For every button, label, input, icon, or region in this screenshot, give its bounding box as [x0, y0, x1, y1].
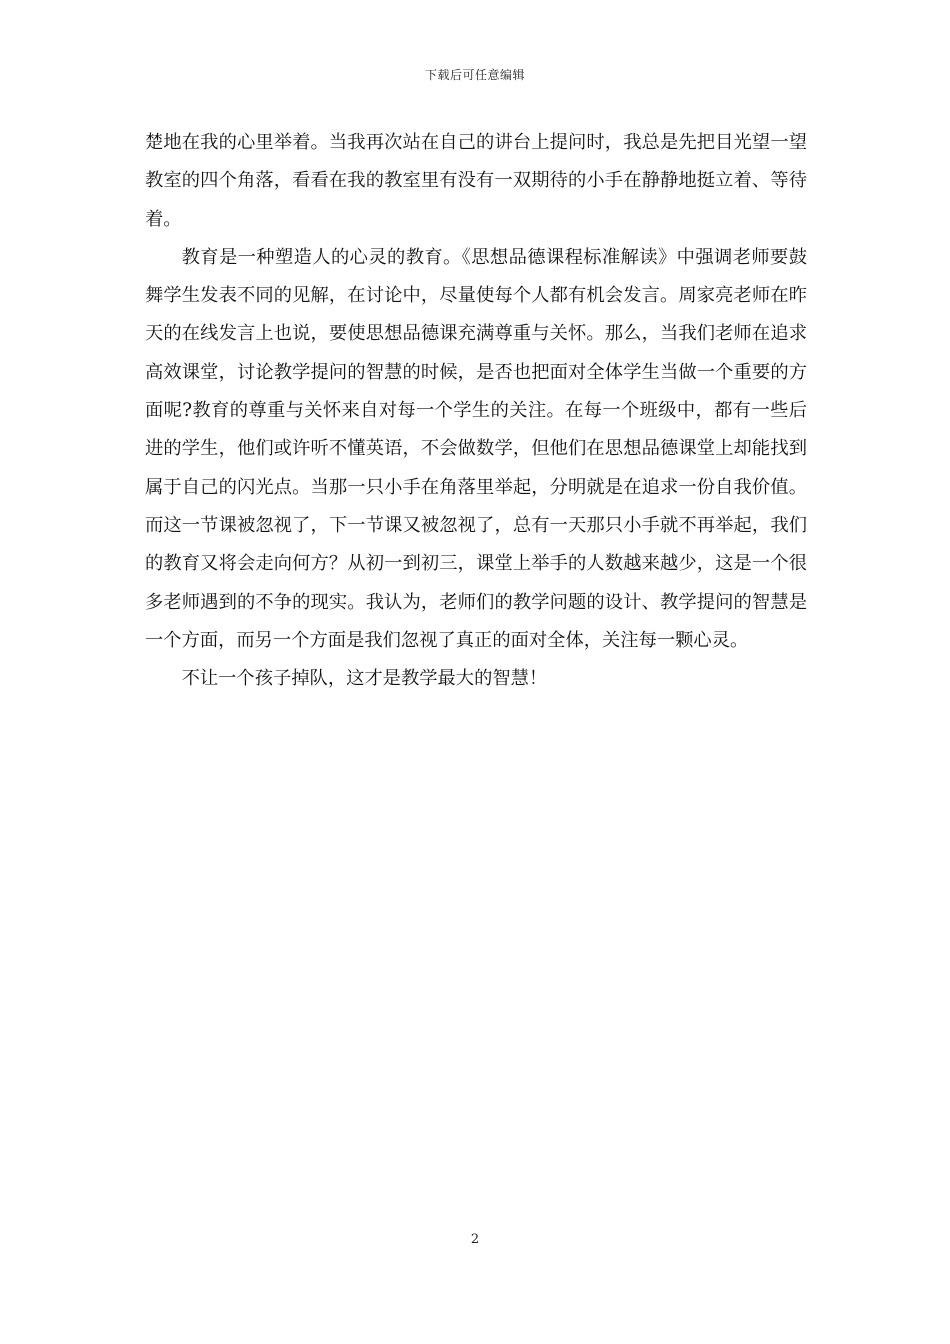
page-header: 下载后可任意编辑 [424, 68, 525, 82]
page-number: 2 [470, 1232, 480, 1247]
paragraph-conclusion: 不让一个孩子掉队，这才是教学最大的智慧！ [181, 668, 548, 690]
paragraph-continued: 楚地在我的心里举着。当我再次站在自己的讲台上提问时，我总是先把目光望一望教室的四个角落，看看在我的教室里有没有一双期待的小手在静静地挺立着、等待着。 [145, 132, 807, 230]
paragraph-education: 教育是一种塑造人的心灵的教育。《思想品德课程标准解读》中强调老师要鼓舞学生发表不同的见解，在讨论中，尽量使每个人都有机会发言。周家亮老师在昨天的在线发言上也说，要使思想品德课充满尊重与关怀。那么，当我们老师在追求高效课堂，讨论教学提问的智慧的时候，是否也把面对全体学生当做一个重要的方面呢?教育的尊重与关怀来自对每一个学生的关注。在每一个班级中，都有一些后进的学生，他们或许听不懂英语，不会做数学，但他们在思想品德课堂上却能找到属于自己的闪光点。当那一只小手在角落里举起，分明就是在追求一份自我价值。而这一节课被忽视了，下一节课又被忽视了，总有一天那只小手就不再举起，我们的教育又将会走向何方？从初一到初三，课堂上举手的人数越来越少，这是一个很多老师遇到的不争的现实。我认为，老师们的教学问题的设计、教学提问的智慧是一个方面，而另一个方面是我们忽视了真正的面对全体，关注每一颗心灵。 [145, 246, 807, 651]
document-body [145, 124, 807, 698]
